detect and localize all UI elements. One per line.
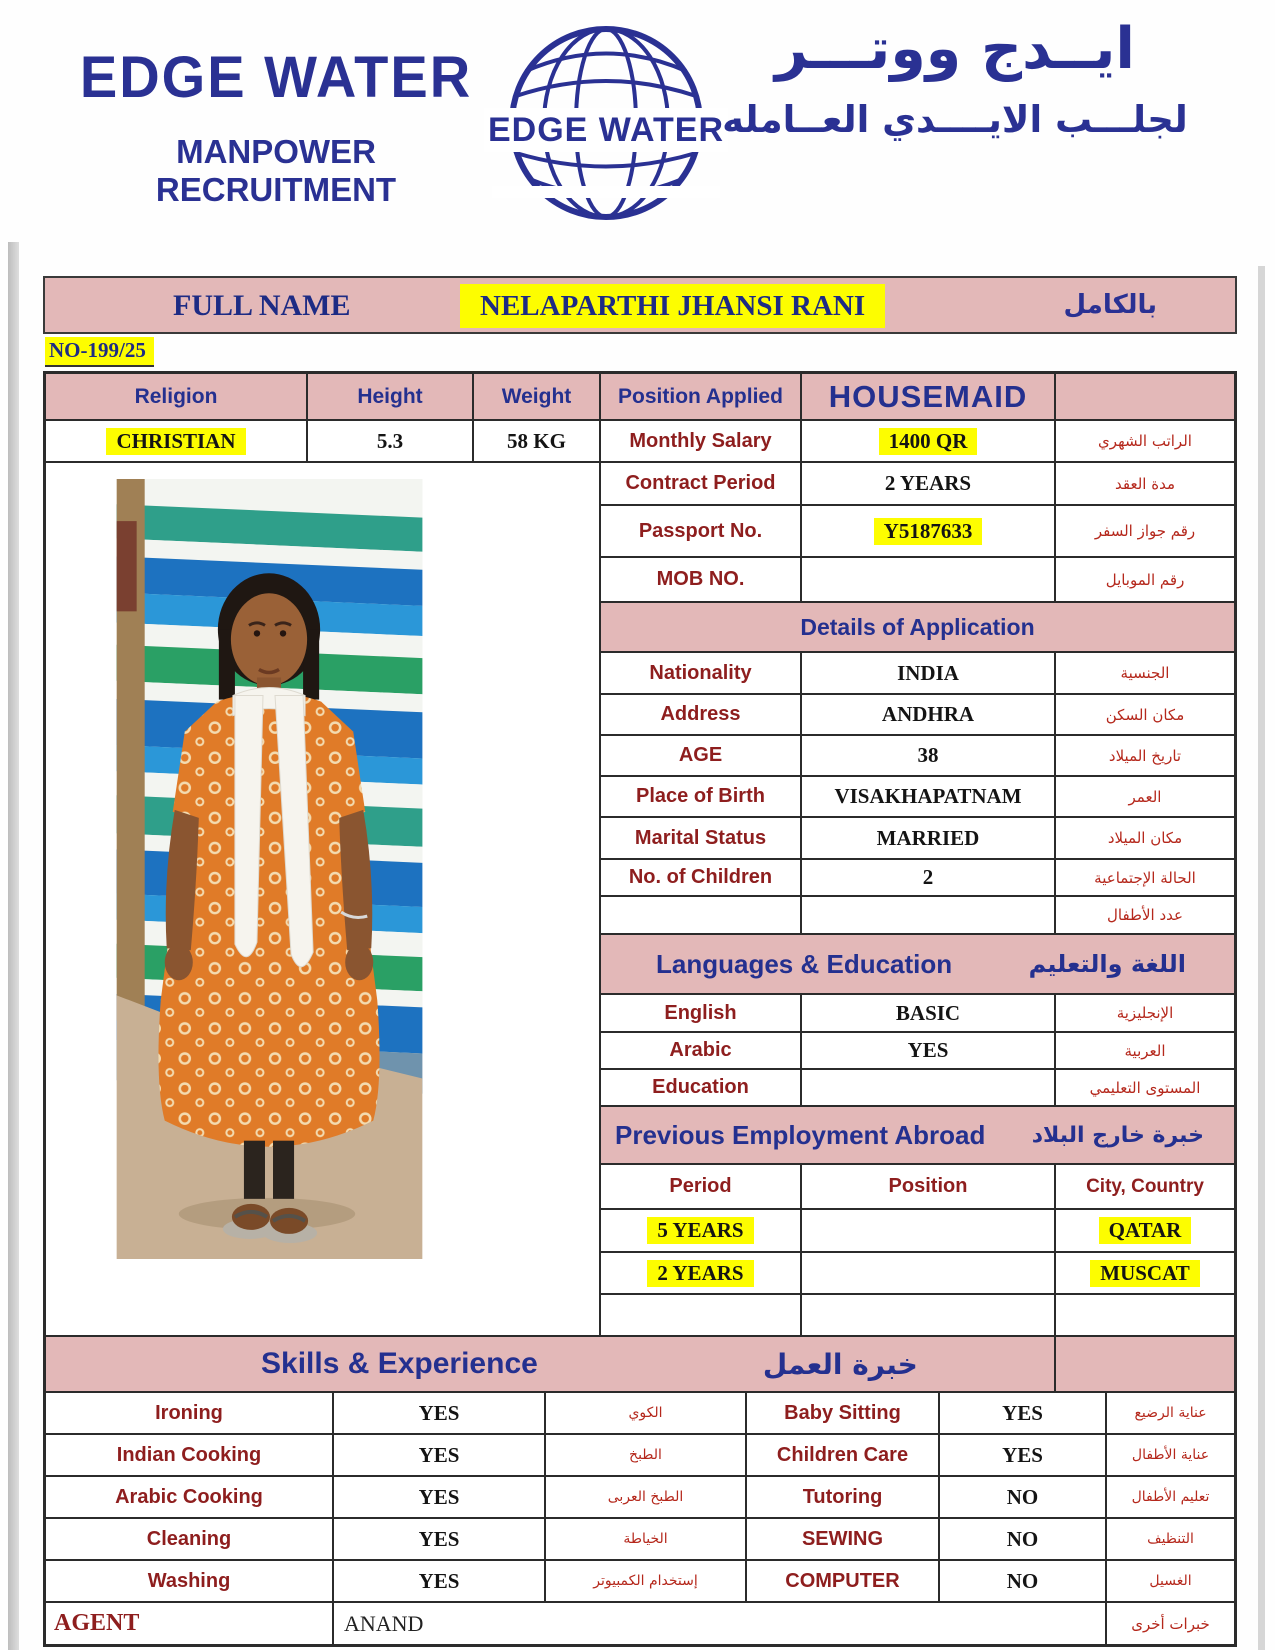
place-of-birth-row — [601, 777, 1234, 816]
monthly-salary-arabic: الراتب الشهري — [1056, 421, 1234, 461]
english-arabic: الإنجليزية — [1056, 995, 1234, 1031]
place-of-birth-arabic: العمر — [1056, 777, 1234, 816]
nationality-label: Nationality — [601, 653, 800, 693]
languages-title-en: Languages & Education — [656, 948, 953, 979]
previous-employment-header — [601, 1107, 1234, 1163]
religion-salary-row — [46, 421, 1234, 461]
baby-sitting-arabic: عناية الرضيع — [1107, 1393, 1234, 1433]
company-arabic-line2: لجلـــب الايــــدي العــامله — [722, 98, 1188, 141]
address-value: ANDHRA — [802, 695, 1054, 734]
age-arabic: تاريخ الميلاد — [1056, 736, 1234, 775]
arabic-arabic: العربية — [1056, 1033, 1234, 1068]
children-arabic: الحالة الإجتماعية — [1056, 860, 1234, 895]
nationality-arabic: الجنسية — [1056, 653, 1234, 693]
skill-row-ironing — [46, 1393, 1234, 1433]
contract-period-arabic: مدة العقد — [1056, 463, 1234, 504]
languages-education-header — [601, 935, 1234, 993]
employment-title-en: Previous Employment Abroad — [615, 1119, 986, 1150]
position-column-header: Position — [802, 1165, 1054, 1208]
height-value-cell: 5.3 — [308, 421, 472, 461]
monthly-salary-value: 1400 QR — [879, 428, 978, 455]
tutoring-label: Tutoring — [747, 1477, 938, 1517]
age-row — [601, 736, 1234, 775]
employment-columns-row — [601, 1165, 1234, 1208]
full-name-value: NELAPARTHI JHANSI RANI — [460, 284, 885, 328]
languages-title-ar: اللغة والتعليم — [1028, 950, 1186, 978]
monthly-salary-label: Monthly Salary — [601, 421, 800, 461]
nationality-value: INDIA — [802, 653, 1054, 693]
indian-cooking-value: YES — [334, 1435, 544, 1475]
religion-value-cell — [46, 421, 306, 461]
arabic-cooking-label: Arabic Cooking — [46, 1477, 332, 1517]
agent-label: AGENT — [46, 1603, 332, 1644]
employment-title-ar: خبرة خارج البلاد — [1031, 1122, 1204, 1148]
mobile-row — [601, 558, 1234, 601]
employment-2-period-cell — [601, 1253, 800, 1293]
employment-1-city: QATAR — [1099, 1217, 1192, 1244]
contract-period-value: 2 YEARS — [802, 463, 1054, 504]
skills-title-en: Skills & Experience — [261, 1347, 538, 1380]
agent-row — [46, 1603, 1234, 1644]
sewing-arabic: التنظيف — [1107, 1519, 1234, 1559]
skill-row-washing — [46, 1561, 1234, 1601]
contract-period-label: Contract Period — [601, 463, 800, 504]
sewing-label: SEWING — [747, 1519, 938, 1559]
main-table-header-row — [46, 374, 1234, 419]
computer-arabic: الغسيل — [1107, 1561, 1234, 1601]
arabic-cooking-arabic: الطبخ العربى — [546, 1477, 745, 1517]
full-name-arabic-label: بالكامل — [1063, 290, 1157, 320]
details-of-application-header: Details of Application — [601, 603, 1234, 651]
scan-edge-right — [1258, 266, 1265, 1650]
address-row — [601, 695, 1234, 734]
employment-1-period: 5 YEARS — [647, 1217, 753, 1244]
marital-status-row — [601, 818, 1234, 858]
applicant-photo — [116, 479, 423, 1259]
arabic-value: YES — [802, 1033, 1054, 1068]
mobile-value — [802, 558, 1054, 601]
company-name-line2: MANPOWER RECRUITMENT — [155, 133, 397, 208]
weight-value-cell: 58 KG — [474, 421, 599, 461]
main-table-body — [46, 463, 1234, 1335]
monthly-salary-value-cell — [802, 421, 1054, 461]
skills-title-ar: خبرة العمل — [762, 1347, 918, 1381]
children-care-value: YES — [940, 1435, 1105, 1475]
photo-cell — [46, 463, 599, 1335]
indian-cooking-arabic: الطبخ — [546, 1435, 745, 1475]
company-arabic-line1: ايــدج ووتـــر — [775, 16, 1135, 82]
children-care-label: Children Care — [747, 1435, 938, 1475]
company-name-arabic — [716, 16, 1194, 141]
sewing-value: NO — [940, 1519, 1105, 1559]
religion-value: CHRISTIAN — [106, 428, 245, 455]
cleaning-value: YES — [334, 1519, 544, 1559]
skill-row-arabic-cooking — [46, 1477, 1234, 1517]
passport-value-cell — [802, 506, 1054, 556]
position-value-cell: HOUSEMAID — [802, 374, 1054, 419]
address-arabic: مكان السكن — [1056, 695, 1234, 734]
skills-header-cell — [46, 1337, 1054, 1391]
employment-2-position — [802, 1253, 1054, 1293]
ironing-value: YES — [334, 1393, 544, 1433]
mobile-arabic: رقم الموبايل — [1056, 558, 1234, 601]
employment-2-city-cell — [1056, 1253, 1234, 1293]
ironing-label: Ironing — [46, 1393, 332, 1433]
children-value: 2 — [802, 860, 1054, 895]
employment-3-position — [802, 1295, 1054, 1335]
education-arabic: المستوى التعليمي — [1056, 1070, 1234, 1105]
age-value: 38 — [802, 736, 1054, 775]
reference-number: NO-199/25 — [45, 337, 154, 367]
passport-label: Passport No. — [601, 506, 800, 556]
employment-row-2 — [601, 1253, 1234, 1293]
empty-label — [601, 897, 800, 933]
education-value — [802, 1070, 1054, 1105]
arabic-label: Arabic — [601, 1033, 800, 1068]
ironing-arabic: الكوي — [546, 1393, 745, 1433]
contract-period-row — [601, 463, 1234, 504]
tutoring-value: NO — [940, 1477, 1105, 1517]
employment-row-3 — [601, 1295, 1234, 1335]
religion-header-cell: Religion — [46, 374, 306, 419]
english-row — [601, 995, 1234, 1031]
skill-row-cleaning — [46, 1519, 1234, 1559]
tutoring-arabic: تعليم الأطفال — [1107, 1477, 1234, 1517]
arabic-cooking-value: YES — [334, 1477, 544, 1517]
marital-status-value: MARRIED — [802, 818, 1054, 858]
skills-header-row — [46, 1337, 1234, 1391]
header-empty-cell — [1056, 374, 1234, 419]
place-of-birth-label: Place of Birth — [601, 777, 800, 816]
english-label: English — [601, 995, 800, 1031]
employment-row-1 — [601, 1210, 1234, 1251]
children-row — [601, 860, 1234, 895]
agent-value: ANAND — [334, 1603, 1105, 1644]
employment-3-city — [1056, 1295, 1234, 1335]
weight-header-cell: Weight — [474, 374, 599, 419]
english-value: BASIC — [802, 995, 1054, 1031]
cleaning-label: Cleaning — [46, 1519, 332, 1559]
employment-1-city-cell — [1056, 1210, 1234, 1251]
employment-1-period-cell — [601, 1210, 800, 1251]
employment-2-period: 2 YEARS — [647, 1260, 753, 1287]
right-rows — [601, 463, 1234, 1335]
company-logo — [487, 8, 725, 238]
employment-1-position — [802, 1210, 1054, 1251]
age-label: AGE — [601, 736, 800, 775]
computer-label: COMPUTER — [747, 1561, 938, 1601]
agent-arabic: خبرات أخرى — [1107, 1603, 1234, 1644]
address-label: Address — [601, 695, 800, 734]
washing-label: Washing — [46, 1561, 332, 1601]
company-name — [52, 44, 500, 209]
height-header-cell: Height — [308, 374, 472, 419]
city-country-column-header: City, Country — [1056, 1165, 1234, 1208]
empty-value — [802, 897, 1054, 933]
computer-value: NO — [940, 1561, 1105, 1601]
company-name-line1: EDGE WATER — [79, 43, 473, 110]
passport-arabic: رقم جواز السفر — [1056, 506, 1234, 556]
mobile-label: MOB NO. — [601, 558, 800, 601]
washing-value: YES — [334, 1561, 544, 1601]
globe-lower-gap — [492, 186, 720, 198]
position-applied-header-cell: Position Applied — [601, 374, 800, 419]
period-column-header: Period — [601, 1165, 800, 1208]
scan-edge-left — [8, 242, 19, 1650]
place-of-birth-value: VISAKHAPATNAM — [802, 777, 1054, 816]
passport-row — [601, 506, 1234, 556]
arabic-row — [601, 1033, 1234, 1068]
children-care-arabic: عناية الأطفال — [1107, 1435, 1234, 1475]
full-name-bar — [43, 276, 1237, 334]
washing-arabic: إستخدام الكمبيوتر — [546, 1561, 745, 1601]
marital-status-label: Marital Status — [601, 818, 800, 858]
baby-sitting-label: Baby Sitting — [747, 1393, 938, 1433]
baby-sitting-value: YES — [940, 1393, 1105, 1433]
full-name-label: FULL NAME — [173, 289, 351, 322]
employment-2-city: MUSCAT — [1090, 1260, 1199, 1287]
skill-row-indian-cooking — [46, 1435, 1234, 1475]
children-count-arabic-row — [601, 897, 1234, 933]
marital-status-arabic: مكان الميلاد — [1056, 818, 1234, 858]
nationality-row — [601, 653, 1234, 693]
education-label: Education — [601, 1070, 800, 1105]
employment-3-period — [601, 1295, 800, 1335]
passport-value: Y5187633 — [874, 518, 983, 545]
cleaning-arabic: الخياطة — [546, 1519, 745, 1559]
skills-header-empty-cell — [1056, 1337, 1234, 1391]
main-table — [43, 371, 1237, 1647]
children-label: No. of Children — [601, 860, 800, 895]
education-row — [601, 1070, 1234, 1105]
children-count-arabic: عدد الأطفال — [1056, 897, 1234, 933]
indian-cooking-label: Indian Cooking — [46, 1435, 332, 1475]
logo-wordmark: EDGE WATER — [484, 108, 728, 152]
